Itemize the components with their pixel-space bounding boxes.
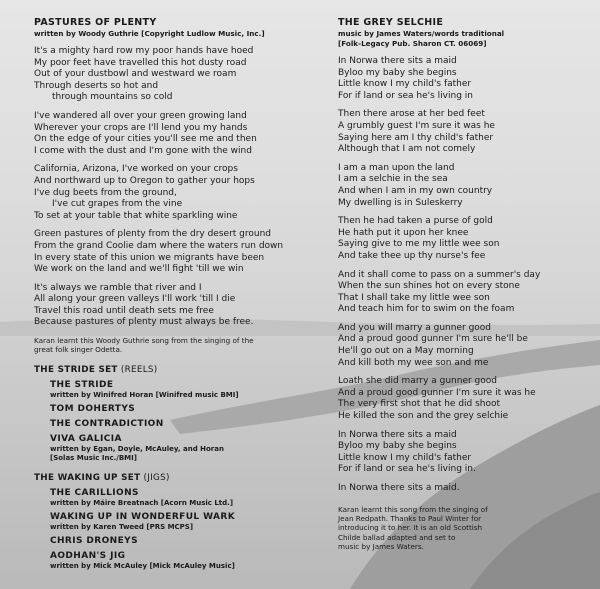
- lyric-line: And northward up to Oregon to gather your hops: [34, 175, 255, 186]
- lyric-line: Byloo my baby she begins: [338, 67, 457, 78]
- lyric-line: Then there arose at her bed feet: [338, 109, 485, 120]
- lyric-line: He killed the son and the grey selchie: [338, 411, 509, 422]
- lyric-line: Through deserts so hot and: [34, 80, 159, 91]
- lyric-line: Wherever your crops are I'll lend you my hands: [34, 122, 248, 133]
- lyric-line: And take thee up thy nurse's fee: [338, 250, 486, 261]
- lyric-line: In Norwa there sits a maid.: [338, 483, 460, 493]
- lyric-line: In every state of this union we migrants have been: [34, 252, 265, 263]
- lyric-line: He'll go out on a May morning: [338, 346, 474, 357]
- set-title-stride: [34, 364, 314, 376]
- set-type: (JIGS): [140, 472, 170, 483]
- lyric-line: On the edge of your cities you'll see me and then: [34, 134, 257, 145]
- lyric-line: To set at your table that white sparkling wine: [34, 210, 238, 221]
- lyric-line: California, Arizona, I've worked on your crops: [34, 164, 238, 175]
- tune-viva-galicia: [34, 434, 314, 463]
- lyric-line: Loath she did marry a gunner good: [338, 376, 497, 387]
- lyric-line: And a proud good gunner I'm sure it was he: [338, 387, 536, 398]
- song-title-pastures: PASTURES OF PLENTY: [34, 17, 157, 28]
- lyric-line: From the grand Coolie dam where the waters run down: [34, 240, 284, 251]
- song-note-grey-selchie: [338, 505, 588, 552]
- left-column: [34, 17, 314, 571]
- tune-the-carillions: [34, 488, 314, 508]
- lyric-line: It's a mighty hard row my poor hands have hoed: [34, 46, 254, 56]
- stanza-5: [34, 283, 314, 329]
- lyric-line: I've cut grapes from the vine: [52, 199, 183, 210]
- lyric-line: through mountains so cold: [52, 92, 173, 103]
- lyric-line: He hath put it upon her knee: [338, 227, 469, 238]
- stanza-4: [338, 216, 588, 262]
- tune-chris-droneys: [34, 536, 314, 547]
- lyric-line: A grumbly guest I'm sure it was he: [338, 120, 495, 131]
- tune-aodhans-jig: [34, 551, 314, 571]
- note-line: introducing it to her. It is an old Scottish: [338, 523, 483, 533]
- lyric-line: And kill both my wee son and me: [338, 357, 489, 368]
- lyric-line: I come with the dust and I'm gone with the wind: [34, 145, 252, 156]
- lyric-line: That I shall take my little wee son: [338, 292, 490, 303]
- lyric-line: I am a man upon the land: [338, 162, 455, 173]
- stanza-4: [34, 229, 314, 275]
- lyric-line: I am a selchie in the sea: [338, 174, 448, 185]
- tune-name: THE CONTRADICTION: [50, 418, 164, 429]
- lyric-line: It's always we ramble that river and I: [34, 282, 202, 293]
- set-type: (REELS): [117, 364, 158, 375]
- tune-credit: written by Winifred Horan [Winifred music BMI]: [50, 390, 239, 399]
- song-note-pastures: [34, 336, 314, 355]
- lyric-line: Saying here am I thy child's father: [338, 132, 494, 143]
- lyric-line: My poor feet have travelled this hot dusty road: [34, 57, 247, 68]
- lyric-line: The very first shot that he did shoot: [338, 399, 501, 410]
- song-credit-pastures: written by Woody Guthrie [Copyright Ludlow Music, Inc.]: [34, 29, 265, 38]
- note-line: Jean Redpath. Thanks to Paul Winter for: [338, 514, 482, 523]
- set-name: THE STRIDE SET: [34, 364, 118, 375]
- tune-credit: written by Máire Breatnach [Acorn Music Ltd.]: [50, 498, 234, 507]
- set-name: THE WAKING UP SET: [34, 472, 141, 483]
- lyric-line: Little know I my child's father: [338, 452, 472, 463]
- tune-the-stride: [34, 380, 314, 400]
- tune-name: THE CARILLIONS: [50, 487, 139, 498]
- stanza-7: [338, 376, 588, 422]
- note-line: Karan learnt this Woody Guthrie song from the singing of the: [34, 336, 254, 346]
- lyric-line: In Norwa there sits a maid: [338, 429, 457, 440]
- tune-the-contradiction: [34, 419, 314, 430]
- lyric-line: Then he had taken a purse of gold: [338, 216, 493, 227]
- tune-credit: [Solas Music Inc./BMI]: [50, 453, 137, 462]
- stanza-3: [338, 163, 588, 209]
- lyric-line: I've dug beets from the ground,: [34, 187, 177, 198]
- lyric-line: When the sun shines hot on every stone: [338, 281, 520, 292]
- tune-name: AODHAN'S JIG: [50, 550, 126, 561]
- tune-name: WAKING UP IN WONDERFUL WARK: [50, 511, 236, 522]
- stanza-8: [338, 430, 588, 476]
- tune-name: TOM DOHERTYS: [50, 403, 136, 414]
- lyric-line: Although that I am not comely: [338, 144, 476, 155]
- stanza-3: [34, 164, 314, 222]
- lyric-line: All along your green valleys I'll work 'till I die: [34, 294, 236, 305]
- song-title-grey-selchie: THE GREY SELCHIE: [338, 17, 444, 28]
- tune-name: THE STRIDE: [50, 379, 114, 390]
- note-line: music by James Waters.: [338, 542, 424, 552]
- lyric-line: Travel this road until death sets me free: [34, 305, 214, 316]
- stanza-2: [34, 111, 314, 157]
- tune-credit: written by Karen Tweed [PRS MCPS]: [50, 522, 194, 531]
- stanza-1: [34, 46, 314, 104]
- stanza-6: [338, 323, 588, 369]
- lyric-line: For if land or sea he's living in.: [338, 464, 476, 475]
- lyric-line: Green pastures of plenty from the dry desert ground: [34, 229, 272, 240]
- lyric-line: We work on the land and we'll fight 'till we win: [34, 264, 244, 275]
- lyric-line: Saying give to me my little wee son: [338, 239, 500, 250]
- tune-name: CHRIS DRONEYS: [50, 535, 138, 546]
- set-title-waking-up: [34, 472, 314, 484]
- note-line: Karan learnt this song from the singing of: [338, 504, 488, 514]
- note-line: Childe ballad adapted and set to: [338, 532, 456, 542]
- stanza-5: [338, 270, 588, 316]
- lyric-line: Byloo my baby she begins: [338, 441, 457, 452]
- right-column: [338, 17, 588, 552]
- lyric-line: In Norwa there sits a maid: [338, 56, 457, 66]
- lyric-line: My dwelling is in Suleskerry: [338, 197, 463, 208]
- lyric-line: And when I am in my own country: [338, 185, 493, 196]
- note-line: great folk singer Odetta.: [34, 345, 123, 355]
- stanza-2: [338, 109, 588, 155]
- stanza-1: [338, 56, 588, 102]
- tune-name: VIVA GALICIA: [50, 433, 122, 444]
- lyric-line: Because pastures of plenty must always be free.: [34, 317, 254, 328]
- song-credit-grey-selchie: music by James Waters/words traditional: [338, 29, 505, 38]
- lyric-line: And you will marry a gunner good: [338, 322, 492, 333]
- song-publisher-grey-selchie: [Folk-Legacy Pub. Sharon CT. 06069]: [338, 39, 487, 48]
- lyric-line: And a proud good gunner I'm sure he'll be: [338, 334, 528, 345]
- lyric-line: And teach him for to swim on the foam: [338, 304, 515, 315]
- stanza-9: [338, 483, 588, 495]
- lyric-line: Out of your dustbowl and westward we roam: [34, 69, 237, 80]
- lyric-line: And it shall come to pass on a summer's day: [338, 269, 541, 280]
- lyric-line: I've wandered all over your green growing land: [34, 110, 247, 121]
- tune-credit: written by Mick McAuley [Mick McAuley Music]: [50, 561, 235, 570]
- lyric-line: For if land or sea he's living in: [338, 90, 473, 101]
- tune-waking-up-in-wonderful-wark: [34, 512, 314, 532]
- tune-credit: written by Egan, Doyle, McAuley, and Horan: [50, 444, 224, 453]
- lyric-line: Little know I my child's father: [338, 79, 472, 90]
- tune-tom-dohertys: [34, 404, 314, 415]
